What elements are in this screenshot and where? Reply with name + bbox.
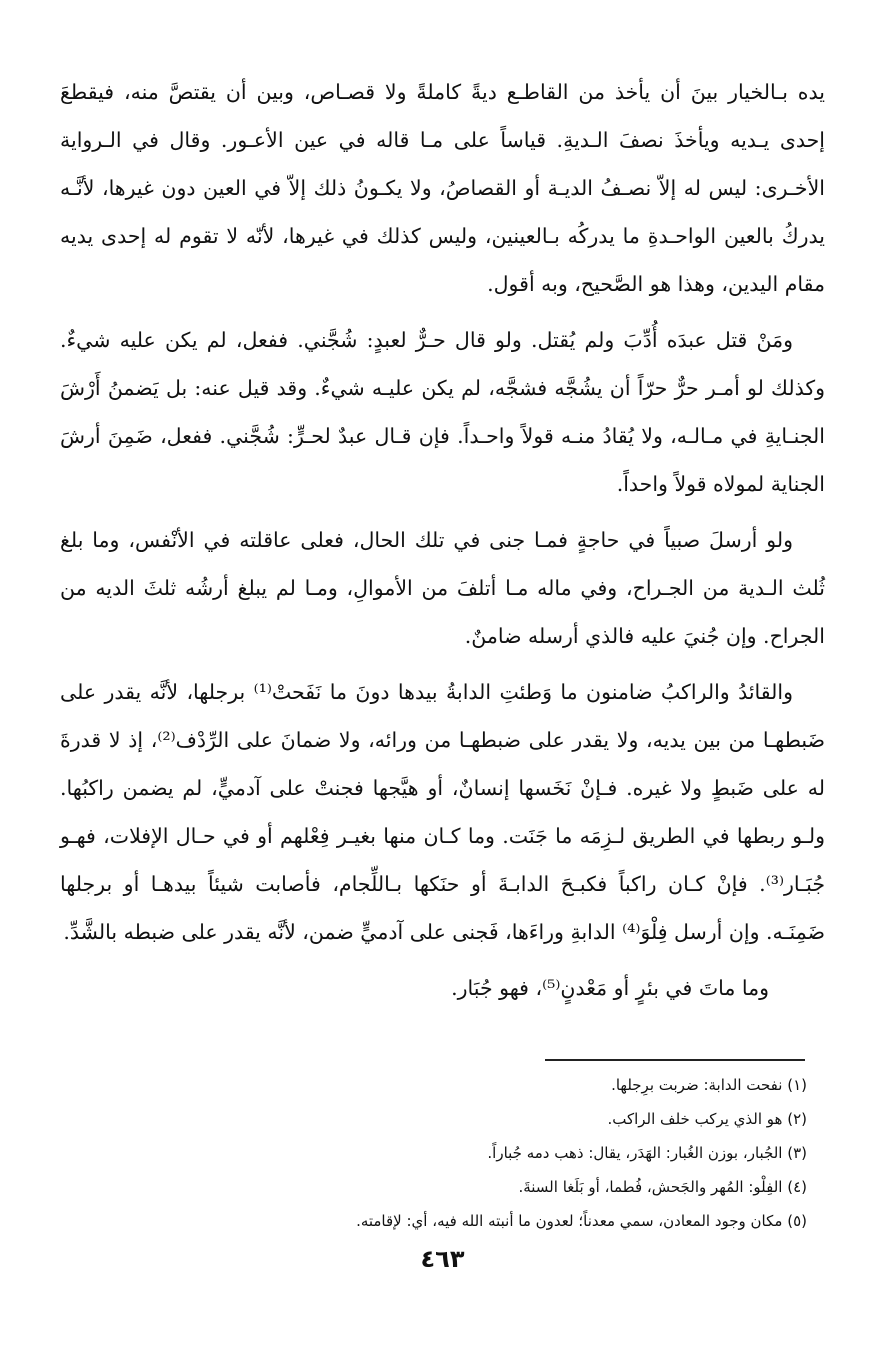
footnotes (107, 1068, 807, 1238)
footnote-separator (545, 1059, 805, 1061)
footnote-4: (٤) الفِلْو: المُهر والجَحش، فُطما، أو بَلَغا السنةَ. (518, 1178, 807, 1196)
footnote-2: (٢) هو الذي يركب خلف الراكب. (607, 1110, 807, 1128)
paragraph-5: وما ماتَ في بئرٍ أو مَعْدنٍ⁽⁵⁾، فهو جُبَار. (451, 976, 769, 1000)
paragraph-2: ومَنْ قتل عبدَه أُدِّبَ ولم يُقتل. ولو قال حـرٌّ لعبدٍ: شُجَّني. ففعل، لم يكن عليه شيءٌ. وكذلك لو أمـر حرٌّ حرّاً أن يشُجَّه فشجَّه، لم يكن عليـه شيءٌ. وقد قيل عنه: بل يَضمنُ أَرْشَ الجنـايةِ في مـالـه، ولا يُقادُ منـه قولاً واحـداً. فإن قـال عبدٌ لحـرٍّ: شُجَّني. ففعل، ضَمِنَ أرشَ الجناية لمولاه قولاً واحداً. (60, 328, 826, 496)
footnote-5: (٥) مكان وجود المعادن، سمي معدناً؛ لعدون ما أنبته الله فيه، أي: لإقامته. (356, 1212, 807, 1230)
main-text (60, 68, 825, 1012)
paragraph-3: ولو أرسلَ صبياً في حاجةٍ فمـا جنى في تلك الحال، فعلى عاقلته في الأنْفس، وما بلغ ثُلث الـدية من الجـراح، وفي ماله مـا أتلفَ من الأموالِ، ومـا لم يبلغ أرشُه ثلثَ الديه من الجراح. وإن جُنيَ عليه فالذي أرسله ضامنٌ. (60, 528, 825, 648)
page-number: ٤٦٣ (420, 1245, 465, 1273)
footnote-1: (١) نفحت الدابة: ضربت برِجلها. (611, 1076, 807, 1094)
paragraph-1: يده بـالخيار بينَ أن يأخذ من القاطـع ديةً كاملةً ولا قصـاص، وبين أن يقتصَّ منه، فيقطعَ إحدى يـديه ويأخذَ نصفَ الـديةِ. قياساً على مـا قاله في عين الأعـور. وقال في الـرواية الأخـرى: ليس له إلاّ نصـفُ الديـة أو القصاصُ، ولا يكـونُ ذلك إلاّ في العين دون غيرها، لأنَّـه يدركُ بالعين الواحـدةِ ما يدركُه بـالعينين، وليس كذلك في غيرها، لأنّه لا تقوم له إحدى يديه مقام اليدين، وهذا هو الصَّحيح، وبه أقول. (60, 80, 825, 296)
footnote-3: (٣) الجُبار، بوزن الغُبار: الهَدَر، يقال: ذهب دمه جُباراً. (487, 1144, 807, 1162)
paragraph-4: والقائدُ والراكبُ ضامنون ما وَطئتِ الدابةُ بيدها دونَ ما نَفَحتْ⁽¹⁾ برجلها، لأنَّه يقدر على ضَبطهـا من بين يديه، ولا يقدر على ضبطهـا من ورائه، ولا ضمانَ على الرِّدْف⁽²⁾، إذ لا قدرةَ له على ضَبطٍ ولا غيره. فـإنْ نَخَسها إنسانٌ، أو هيَّجها فجنتْ على آدميٍّ، لم يضمن راكبُها. ولـو ربطها في الطريق لـزِمَه ما جَنَت. وما كـان منها بغيـر فِعْلهم أو في حـال الإفلات، فهـو جُبَـار⁽³⁾. فإنْ كـان راكباً فكبـحَ الدابـةَ أو حنَكها بـاللِّجام، فأصابت شيئاً بيدهـا أو برجلها ضَمِنَـه. وإن أرسل فِلْوَ⁽⁴⁾ الدابةِ وراءَها، فَجنى على آدميٍّ ضمن، لأنَّه يقدر على ضبطه بالشَّدِّ. (60, 680, 826, 944)
